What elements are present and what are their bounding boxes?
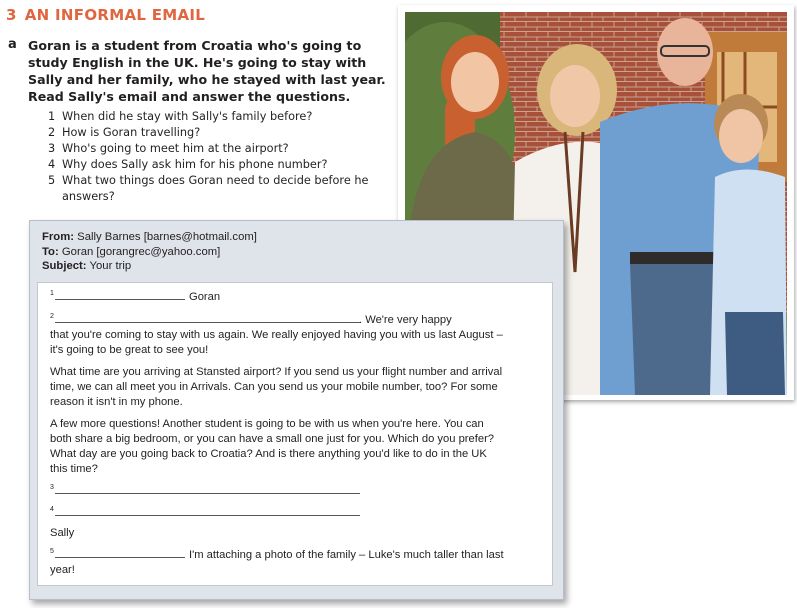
- question-item: [48, 125, 388, 141]
- question-list: [48, 109, 388, 205]
- greeting-name: Goran: [189, 291, 221, 303]
- email-body: 1 Goran 2 . We're very happy that you're coming to stay with us again. We really enjoyed having you with us last August – it's going to be great to see you! What time are you arriving at Stansted airport? If you send us your flight number and arrival time, we can all meet you in Arrivals. Can you send us your mobile number, too? For some reason it isn't in my phone. A few more questions! Another student is going to be with us when you're here. You can both share a big bedroom, or you can have a small one just for you. Which do you prefer? What day are you going back to Croatia? And is there anything you'd like to do in the UK this time? 3 4 Sally 5 I'm attaching a photo of the family – Luke's much taller than last year!: [37, 282, 553, 586]
- question-number: 4: [48, 158, 56, 171]
- email-subject: Subject: Your trip: [42, 260, 132, 272]
- email-to: To: Goran [gorangrec@yahoo.com]: [42, 245, 221, 258]
- question-text: When did he stay with Sally's family before?: [62, 110, 313, 123]
- paragraph-2-line: What time are you arriving at Stansted airport? If you send us your flight number and arrival: [50, 366, 503, 378]
- signature: Sally: [50, 527, 75, 539]
- question-number: 2: [48, 126, 56, 139]
- question-number: 3: [48, 142, 56, 155]
- postscript-line: year!: [50, 564, 75, 576]
- paragraph-2-line: time, we can all meet you in Arrivals. Can you send us your mobile number, too? For some: [50, 381, 498, 393]
- question-text: Why does Sally ask him for his phone number?: [62, 158, 328, 171]
- question-number: 5: [48, 174, 56, 187]
- postscript-line: I'm attaching a photo of the family – Luke's much taller than last: [189, 549, 504, 561]
- paragraph-3-line: this time?: [50, 463, 98, 475]
- section-title: AN INFORMAL EMAIL: [24, 6, 206, 24]
- task-intro: Goran is a student from Croatia who's going to study English in the UK. He's going to stay with Sally and her family, who he stayed with last year. Read Sally's email and answer the questions.: [28, 38, 386, 104]
- paragraph-3-line: What day are you going back to Croatia? And is there anything you'd like to do in the UK: [50, 448, 487, 460]
- paragraph-3-line: both share a big bedroom, or you can have a small one just for you. Which do you prefer?: [50, 433, 495, 445]
- email-from: From: Sally Barnes [barnes@hotmail.com]: [42, 231, 257, 243]
- task-letter: a: [8, 37, 17, 52]
- question-item: [48, 157, 388, 173]
- question-item: [48, 173, 388, 205]
- paragraph-1-line: it's going to be great to see you!: [50, 344, 209, 356]
- section-number: 3: [6, 6, 17, 24]
- question-number: 1: [48, 110, 56, 123]
- question-text: How is Goran travelling?: [62, 126, 201, 139]
- paragraph-3-line: A few more questions! Another student is going to be with us when you're here. You can: [50, 418, 484, 430]
- task-a: [8, 37, 388, 205]
- paragraph-1-end: . We're very happy: [359, 314, 452, 326]
- question-item: [48, 141, 388, 157]
- email-window: [29, 220, 564, 600]
- section-heading: [6, 6, 205, 24]
- question-text: Who's going to meet him at the airport?: [62, 142, 289, 155]
- paragraph-1-line: that you're coming to stay with us again. We really enjoyed having you with us last August –: [50, 329, 503, 341]
- paragraph-2-line: reason it isn't in my phone.: [50, 396, 183, 408]
- question-item: [48, 109, 388, 125]
- question-text: What two things does Goran need to decide before he answers?: [62, 174, 369, 203]
- email-header: [42, 230, 257, 274]
